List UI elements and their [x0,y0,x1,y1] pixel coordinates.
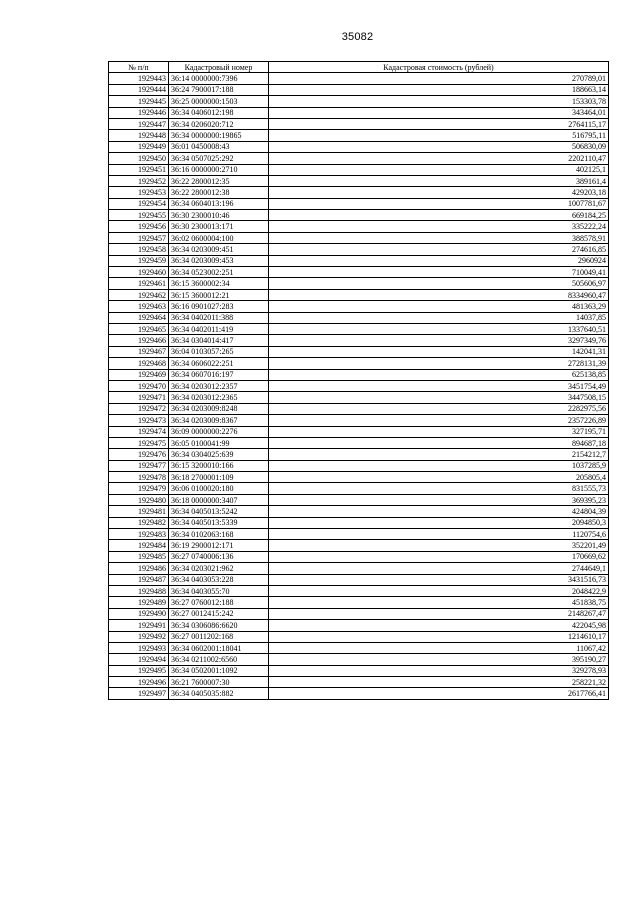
cadastral-number-cell: 36:30 2300010:46 [169,210,269,221]
cadastral-value-cell: 3447508,15 [269,392,609,403]
table-row [109,437,609,448]
cadastral-value-cell: 388578,91 [269,232,609,243]
row-number-cell: 1929444 [109,84,169,95]
cadastral-value-cell: 2048422,9 [269,585,609,596]
cadastral-number-cell: 36:22 2800012:38 [169,187,269,198]
cadastral-value-cell: 142041,31 [269,346,609,357]
header-cadastral-value: Кадастровая стоимость (рублей) [269,62,609,73]
table-row [109,369,609,380]
row-number-cell: 1929475 [109,437,169,448]
cadastral-number-cell: 36:34 0304014:417 [169,335,269,346]
table-row [109,529,609,540]
row-number-cell: 1929443 [109,73,169,84]
table-row [109,323,609,334]
row-number-cell: 1929485 [109,551,169,562]
cadastral-value-cell: 422045,98 [269,620,609,631]
table-row [109,118,609,129]
cadastral-number-cell: 36:18 2700001:109 [169,472,269,483]
row-number-cell: 1929449 [109,141,169,152]
row-number-cell: 1929483 [109,529,169,540]
cadastral-value-cell: 429203,18 [269,187,609,198]
table-row [109,335,609,346]
cadastral-value-cell: 1337640,51 [269,323,609,334]
table-row [109,472,609,483]
cadastral-number-cell: 36:21 7600007:30 [169,677,269,688]
table-row [109,585,609,596]
table-row [109,96,609,107]
cadastral-number-cell: 36:34 0604013:196 [169,198,269,209]
table-row [109,107,609,118]
cadastral-number-cell: 36:24 7900017:188 [169,84,269,95]
cadastral-value-cell: 516795,11 [269,130,609,141]
cadastral-number-cell: 36:30 2300013:171 [169,221,269,232]
table-row [109,73,609,84]
cadastral-value-cell: 1037285,9 [269,460,609,471]
cadastral-value-cell: 505606,97 [269,278,609,289]
cadastral-number-cell: 36:27 0012415:242 [169,608,269,619]
cadastral-value-cell: 424804,39 [269,506,609,517]
table-row [109,84,609,95]
table-row [109,449,609,460]
table-row [109,198,609,209]
cadastral-value-cell: 2617766,41 [269,688,609,699]
cadastral-number-cell: 36:34 0406012:198 [169,107,269,118]
table-row [109,312,609,323]
row-number-cell: 1929464 [109,312,169,323]
cadastral-value-cell: 3297349,76 [269,335,609,346]
row-number-cell: 1929455 [109,210,169,221]
row-number-cell: 1929466 [109,335,169,346]
table-row [109,175,609,186]
cadastral-number-cell: 36:34 0211002:6560 [169,654,269,665]
row-number-cell: 1929468 [109,358,169,369]
cadastral-number-cell: 36:34 0405013:5339 [169,517,269,528]
row-number-cell: 1929479 [109,483,169,494]
row-number-cell: 1929497 [109,688,169,699]
cadastral-number-cell: 36:34 0607016:197 [169,369,269,380]
table-row [109,130,609,141]
cadastral-value-cell: 369395,23 [269,494,609,505]
cadastral-number-cell: 36:09 0000000:2276 [169,426,269,437]
table-row [109,267,609,278]
cadastral-number-cell: 36:18 0000000:3407 [169,494,269,505]
row-number-cell: 1929493 [109,642,169,653]
cadastral-number-cell: 36:34 0602001:18041 [169,642,269,653]
cadastral-value-cell: 327195,71 [269,426,609,437]
cadastral-number-cell: 36:34 0203012:2365 [169,392,269,403]
table-row [109,403,609,414]
row-number-cell: 1929463 [109,301,169,312]
table-row [109,608,609,619]
cadastral-value-cell: 153303,78 [269,96,609,107]
table-row [109,380,609,391]
cadastral-value-cell: 451838,75 [269,597,609,608]
cadastral-number-cell: 36:34 0203009:451 [169,244,269,255]
row-number-cell: 1929481 [109,506,169,517]
table-row [109,301,609,312]
row-number-cell: 1929467 [109,346,169,357]
cadastral-value-cell: 2094850,3 [269,517,609,528]
table-row [109,551,609,562]
cadastral-value-cell: 8334960,47 [269,289,609,300]
row-number-cell: 1929459 [109,255,169,266]
table-row [109,221,609,232]
cadastral-value-cell: 329278,93 [269,665,609,676]
cadastral-value-cell: 2960924 [269,255,609,266]
page-number: 35082 [341,31,374,43]
table-row [109,289,609,300]
table-row [109,517,609,528]
cadastral-number-cell: 36:16 0000000:2710 [169,164,269,175]
cadastral-number-cell: 36:25 0000000:1503 [169,96,269,107]
cadastral-number-cell: 36:34 0502001:1092 [169,665,269,676]
row-number-cell: 1929469 [109,369,169,380]
row-number-cell: 1929453 [109,187,169,198]
row-number-cell: 1929472 [109,403,169,414]
cadastral-number-cell: 36:34 0402011:419 [169,323,269,334]
cadastral-number-cell: 36:05 0100041:99 [169,437,269,448]
cadastral-value-cell: 335222,24 [269,221,609,232]
cadastral-value-cell: 2744649,1 [269,563,609,574]
cadastral-value-cell: 188663,14 [269,84,609,95]
table-row [109,631,609,642]
cadastral-value-cell: 1007781,67 [269,198,609,209]
cadastral-number-cell: 36:27 0011202:168 [169,631,269,642]
table-row [109,620,609,631]
row-number-cell: 1929490 [109,608,169,619]
cadastral-number-cell: 36:19 2900012:171 [169,540,269,551]
row-number-cell: 1929451 [109,164,169,175]
row-number-cell: 1929487 [109,574,169,585]
cadastral-value-cell: 2154212,7 [269,449,609,460]
cadastral-number-cell: 36:34 0306086:6620 [169,620,269,631]
cadastral-value-cell: 395190,27 [269,654,609,665]
cadastral-value-cell: 506830,09 [269,141,609,152]
header-row-number: № п/п [109,62,169,73]
row-number-cell: 1929460 [109,267,169,278]
cadastral-value-cell: 352201,49 [269,540,609,551]
table-row [109,642,609,653]
cadastral-value-cell: 270789,01 [269,73,609,84]
cadastral-number-cell: 36:34 0523002:251 [169,267,269,278]
row-number-cell: 1929477 [109,460,169,471]
cadastral-number-cell: 36:27 0740006:136 [169,551,269,562]
table-row [109,415,609,426]
cadastral-number-cell: 36:06 0100020:180 [169,483,269,494]
row-number-cell: 1929492 [109,631,169,642]
row-number-cell: 1929462 [109,289,169,300]
row-number-cell: 1929484 [109,540,169,551]
cadastral-value-cell: 389161,4 [269,175,609,186]
cadastral-number-cell: 36:22 2800012:35 [169,175,269,186]
table-row [109,665,609,676]
cadastral-value-cell: 710049,41 [269,267,609,278]
cadastral-value-cell: 274616,85 [269,244,609,255]
row-number-cell: 1929465 [109,323,169,334]
table-row [109,426,609,437]
table-row [109,164,609,175]
cadastral-value-cell: 2148267,47 [269,608,609,619]
table-row [109,210,609,221]
table-row [109,232,609,243]
cadastral-value-cell: 894687,18 [269,437,609,448]
cadastral-value-cell: 2728131,39 [269,358,609,369]
row-number-cell: 1929446 [109,107,169,118]
cadastral-value-cell: 481363,29 [269,301,609,312]
cadastral-number-cell: 36:34 0203009:8248 [169,403,269,414]
table-row [109,244,609,255]
table-row [109,278,609,289]
cadastral-number-cell: 36:04 0103057:265 [169,346,269,357]
cadastral-number-cell: 36:34 0403053:228 [169,574,269,585]
row-number-cell: 1929489 [109,597,169,608]
cadastral-number-cell: 36:15 3600012:21 [169,289,269,300]
cadastral-value-cell: 625138,85 [269,369,609,380]
row-number-cell: 1929470 [109,380,169,391]
row-number-cell: 1929457 [109,232,169,243]
table-row [109,255,609,266]
table-row [109,460,609,471]
cadastral-number-cell: 36:34 0203012:2357 [169,380,269,391]
cadastral-value-cell: 205805,4 [269,472,609,483]
cadastral-value-cell: 402125,1 [269,164,609,175]
cadastral-value-cell: 1120754,6 [269,529,609,540]
table-row [109,141,609,152]
table-row [109,506,609,517]
table-row [109,540,609,551]
row-number-cell: 1929461 [109,278,169,289]
row-number-cell: 1929494 [109,654,169,665]
table-row [109,688,609,699]
cadastral-number-cell: 36:16 0901027:283 [169,301,269,312]
cadastral-value-table [108,61,609,700]
cadastral-value-cell: 3451754,49 [269,380,609,391]
row-number-cell: 1929447 [109,118,169,129]
cadastral-value-cell: 2357226,89 [269,415,609,426]
cadastral-value-cell: 343464,01 [269,107,609,118]
cadastral-number-cell: 36:27 0760012:188 [169,597,269,608]
cadastral-value-cell: 258221,32 [269,677,609,688]
table-row [109,563,609,574]
row-number-cell: 1929471 [109,392,169,403]
cadastral-value-cell: 831555,73 [269,483,609,494]
cadastral-number-cell: 36:15 3600002:34 [169,278,269,289]
cadastral-number-cell: 36:02 0600004:100 [169,232,269,243]
cadastral-value-cell: 2202110,47 [269,153,609,164]
row-number-cell: 1929448 [109,130,169,141]
cadastral-value-cell: 1214610,17 [269,631,609,642]
cadastral-number-cell: 36:01 0450008:43 [169,141,269,152]
cadastral-number-cell: 36:34 0606022:251 [169,358,269,369]
row-number-cell: 1929450 [109,153,169,164]
table-header-row [109,62,609,73]
row-number-cell: 1929496 [109,677,169,688]
row-number-cell: 1929482 [109,517,169,528]
cadastral-number-cell: 36:15 3200010:166 [169,460,269,471]
cadastral-number-cell: 36:34 0206020:712 [169,118,269,129]
table-row [109,597,609,608]
row-number-cell: 1929473 [109,415,169,426]
cadastral-value-cell: 14037,85 [269,312,609,323]
table-row [109,483,609,494]
table-body [109,73,609,699]
row-number-cell: 1929452 [109,175,169,186]
row-number-cell: 1929491 [109,620,169,631]
cadastral-number-cell: 36:34 0403055:70 [169,585,269,596]
cadastral-number-cell: 36:34 0102063:168 [169,529,269,540]
header-cadastral-number: Кадастровый номер [169,62,269,73]
table-row [109,392,609,403]
row-number-cell: 1929454 [109,198,169,209]
cadastral-number-cell: 36:34 0405035:882 [169,688,269,699]
row-number-cell: 1929476 [109,449,169,460]
table-row [109,654,609,665]
cadastral-value-cell: 2282975,56 [269,403,609,414]
cadastral-number-cell: 36:34 0203021:962 [169,563,269,574]
table-row [109,574,609,585]
cadastral-number-cell: 36:34 0405013:5242 [169,506,269,517]
row-number-cell: 1929445 [109,96,169,107]
row-number-cell: 1929456 [109,221,169,232]
cadastral-number-cell: 36:34 0000000:19865 [169,130,269,141]
cadastral-value-cell: 11067,42 [269,642,609,653]
cadastral-value-cell: 2764115,17 [269,118,609,129]
table-row [109,153,609,164]
row-number-cell: 1929474 [109,426,169,437]
table-row [109,187,609,198]
table-row [109,494,609,505]
row-number-cell: 1929486 [109,563,169,574]
table-row [109,358,609,369]
cadastral-number-cell: 36:34 0402011:388 [169,312,269,323]
cadastral-number-cell: 36:34 0203009:453 [169,255,269,266]
cadastral-value-cell: 3431516,73 [269,574,609,585]
cadastral-value-cell: 669184,25 [269,210,609,221]
row-number-cell: 1929488 [109,585,169,596]
cadastral-number-cell: 36:34 0507025:292 [169,153,269,164]
cadastral-number-cell: 36:34 0304025:639 [169,449,269,460]
row-number-cell: 1929480 [109,494,169,505]
table-row [109,346,609,357]
cadastral-value-cell: 170669,62 [269,551,609,562]
row-number-cell: 1929458 [109,244,169,255]
row-number-cell: 1929478 [109,472,169,483]
cadastral-number-cell: 36:34 0203009:8367 [169,415,269,426]
table-row [109,677,609,688]
cadastral-number-cell: 36:14 0000000:7396 [169,73,269,84]
row-number-cell: 1929495 [109,665,169,676]
